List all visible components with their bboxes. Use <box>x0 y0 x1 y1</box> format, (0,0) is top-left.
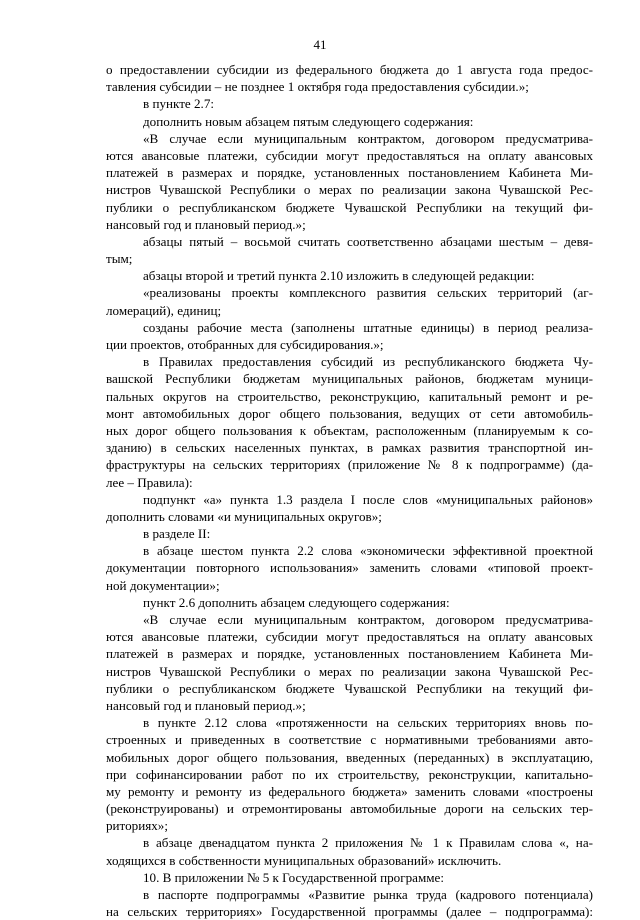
text-line: дополнить словами «и муниципальных округов»; <box>106 508 382 524</box>
text-line: ции проектов, отобранных для субсидирования.»; <box>106 337 384 352</box>
text-line: ются авансовые платежи, субсидии могут предоставляться на оплату авансовых <box>106 629 593 645</box>
text-line: в абзаце двенадцатом пункта 2 приложения № 1 к Правилам слова «, на- <box>143 835 593 851</box>
text-line: в паспорте подпрограммы «Развитие рынка труда (кадрового потенциала) <box>143 887 593 902</box>
text-line: нансовый год и плановый период.»; <box>106 697 306 713</box>
document-body <box>106 61 593 920</box>
text-line: нистров Чувашской Республики о мерах по реализации закона Чувашской Рес- <box>106 182 593 198</box>
text-line: вашской Республики бюджетам муниципальных районов, бюджетам муници- <box>106 371 593 387</box>
text-line: дополнить новым абзацем пятым следующего содержания: <box>143 113 474 129</box>
text-line: о предоставлении субсидии из федерального бюджета до 1 августа года предос- <box>106 62 593 77</box>
text-line: абзацы второй и третий пункта 2.10 изложить в следующей редакции: <box>143 268 535 284</box>
text-line: (реконструированы) и отремонтированы автомобильные дороги на сельских тер- <box>106 801 593 817</box>
text-line: ломераций), единиц; <box>106 302 222 318</box>
text-line: мобильных дорог общего пользования, введенных (переданных) в эксплуатацию, <box>106 749 593 765</box>
text-line: зданию) в сельских населенных пунктах, в рамках развития транспортной ин- <box>106 440 593 456</box>
text-line: монт автомобильных дорог общего пользования, ведущих от сети автомобиль- <box>106 405 593 421</box>
text-line: созданы рабочие места (заполнены штатные единицы) в период реализа- <box>143 319 593 335</box>
text-line: публики о республиканском бюджете Чувашской Республики на текущий фи- <box>106 680 593 696</box>
text-line: нансовый год и плановый период.»; <box>106 216 306 232</box>
text-line: в разделе II: <box>143 526 211 542</box>
text-line: публики о республиканском бюджете Чувашской Республики на текущий фи- <box>106 199 593 215</box>
text-line: на сельских территориях» Государственной программы (далее – подпрограмма): <box>106 904 593 920</box>
text-line: ются авансовые платежи, субсидии могут предоставляться на оплату авансовых <box>106 147 593 163</box>
text-line: в Правилах предоставления субсидий из республиканского бюджета Чу- <box>143 354 593 370</box>
text-line: тым; <box>106 251 133 267</box>
text-line: ных дорог общего пользования к объектам, расположенным (планируемым к со- <box>106 422 593 438</box>
text-line: платежей в размерах и порядке, установленных постановлением Кабинета Ми- <box>106 165 593 181</box>
text-line: в абзаце шестом пункта 2.2 слова «экономически эффективной проектной <box>143 543 593 559</box>
text-line: риториях»; <box>106 818 168 834</box>
text-line: в пункте 2.12 слова «протяженности на сельских территориях вновь по- <box>143 715 593 731</box>
text-line: ной документации»; <box>106 577 220 593</box>
text-line: подпункт «а» пункта 1.3 раздела I после слов «муниципальных районов» <box>143 491 593 507</box>
text-line: платежей в размерах и порядке, установленных постановлением Кабинета Ми- <box>106 646 593 662</box>
text-line: «В случае если муниципальным контрактом, договором предусматрива- <box>143 130 593 146</box>
text-line: ходящихся в собственности муниципальных образований» исключить. <box>106 852 502 868</box>
text-line: пункт 2.6 дополнить абзацем следующего содержания: <box>143 594 450 610</box>
page-number: 41 <box>313 37 327 52</box>
text-line: тавления субсидии – не позднее 1 октября года предоставления субсидии.»; <box>106 79 529 95</box>
text-line: строенных и приведенных в соответствие с нормативными требованиями авто- <box>106 732 593 748</box>
text-line: в пункте 2.7: <box>143 96 215 112</box>
text-line: при софинансировании работ по их строительству, реконструкции, капитально- <box>106 766 593 782</box>
text-line: документации повторного использования» заменить словами «типовой проект- <box>106 560 593 576</box>
text-line: фраструктуры на сельских территориях (приложение № 8 к подпрограмме) (да- <box>106 457 593 473</box>
text-line: нистров Чувашской Республики о мерах по реализации закона Чувашской Рес- <box>106 663 593 679</box>
text-line: «реализованы проекты комплексного развития сельских территорий (аг- <box>143 285 593 301</box>
text-line: пальных округов на строительство, реконструкцию, капитальный ремонт и ре- <box>106 388 593 404</box>
text-line: абзацы пятый – восьмой считать соответственно абзацами шестым – девя- <box>143 233 593 249</box>
text-line: 10. В приложении № 5 к Государственной программе: <box>143 869 444 885</box>
text-line: «В случае если муниципальным контрактом, договором предусматрива- <box>143 612 593 627</box>
text-line: лее – Правила): <box>106 474 193 490</box>
text-line: му ремонту и ремонту из федерального бюджета» заменить словами «построены <box>106 783 593 799</box>
